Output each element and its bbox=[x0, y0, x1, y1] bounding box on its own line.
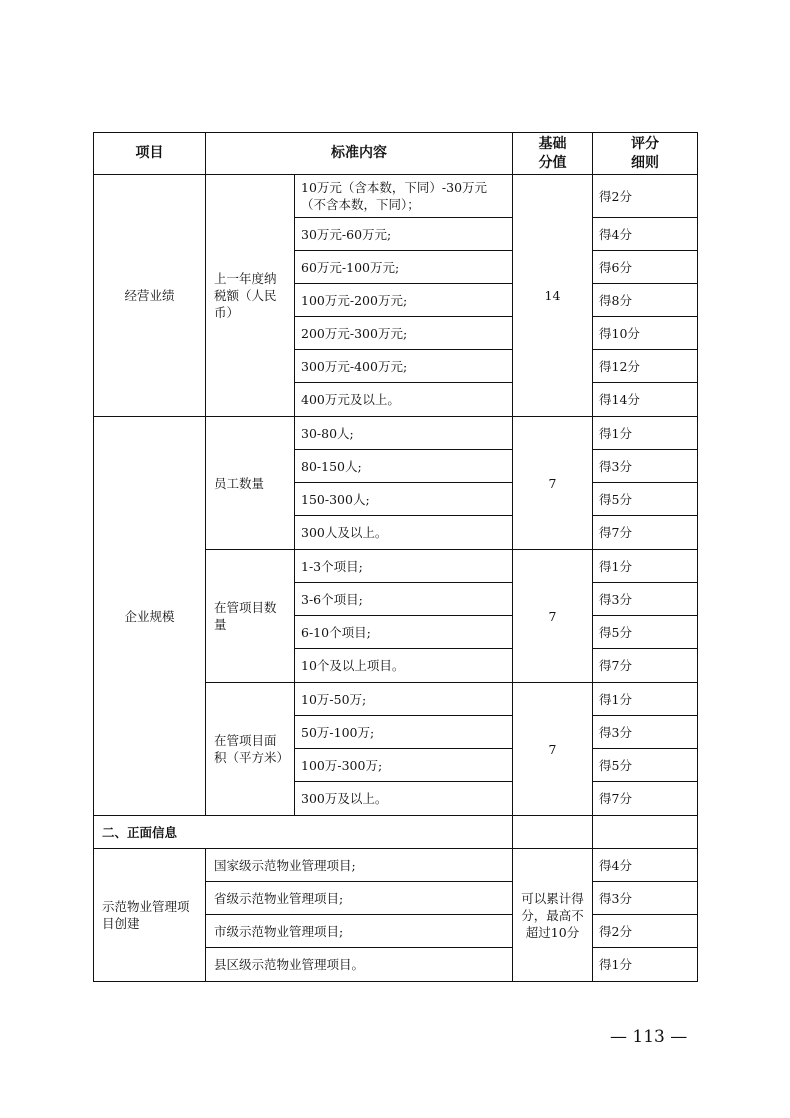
score-cell: 得3分 bbox=[593, 450, 698, 483]
content-cell: 50万-100万; bbox=[295, 716, 513, 749]
header-content: 标准内容 bbox=[206, 133, 513, 175]
base-score: 14 bbox=[513, 175, 593, 417]
empty-cell bbox=[593, 816, 698, 849]
sub-staff: 员工数量 bbox=[206, 417, 295, 550]
content-cell: 30万元-60万元; bbox=[295, 218, 513, 251]
header-base: 基础 分值 bbox=[513, 133, 593, 175]
content-cell: 300万及以上。 bbox=[295, 782, 513, 816]
base-score-cumulative: 可以累计得分，最高不超过10分 bbox=[513, 849, 593, 982]
content-cell: 1-3个项目; bbox=[295, 550, 513, 583]
content-cell: 10个及以上项目。 bbox=[295, 649, 513, 683]
scoring-table bbox=[93, 132, 698, 982]
score-cell: 得4分 bbox=[593, 849, 698, 882]
score-cell: 得10分 bbox=[593, 317, 698, 350]
content-cell: 市级示范物业管理项目; bbox=[206, 915, 513, 948]
score-cell: 得3分 bbox=[593, 583, 698, 616]
header-item: 项目 bbox=[94, 133, 206, 175]
content-cell: 10万元（含本数，下同）-30万元（不含本数，下同）； bbox=[295, 175, 513, 218]
section-title-positive: 二、正面信息 bbox=[94, 816, 513, 849]
sub-tax: 上一年度纳税额（人民币） bbox=[206, 175, 295, 417]
score-cell: 得7分 bbox=[593, 649, 698, 683]
item-demo-project: 示范物业管理项目创建 bbox=[94, 849, 206, 982]
score-cell: 得5分 bbox=[593, 616, 698, 649]
empty-cell bbox=[513, 816, 593, 849]
score-cell: 得4分 bbox=[593, 218, 698, 251]
content-cell: 100万-300万; bbox=[295, 749, 513, 782]
item-jingying: 经营业绩 bbox=[94, 175, 206, 417]
content-cell: 80-150人; bbox=[295, 450, 513, 483]
score-cell: 得2分 bbox=[593, 915, 698, 948]
content-cell: 30-80人; bbox=[295, 417, 513, 450]
header-rule: 评分 细则 bbox=[593, 133, 698, 175]
content-cell: 150-300人; bbox=[295, 483, 513, 516]
score-cell: 得14分 bbox=[593, 383, 698, 417]
score-cell: 得12分 bbox=[593, 350, 698, 383]
content-cell: 60万元-100万元; bbox=[295, 251, 513, 284]
item-guimo: 企业规模 bbox=[94, 417, 206, 816]
content-cell: 10万-50万; bbox=[295, 683, 513, 716]
score-cell: 得1分 bbox=[593, 550, 698, 583]
content-cell: 300万元-400万元; bbox=[295, 350, 513, 383]
score-cell: 得7分 bbox=[593, 782, 698, 816]
sub-project-count: 在管项目数量 bbox=[206, 550, 295, 683]
content-cell: 县区级示范物业管理项目。 bbox=[206, 948, 513, 982]
score-cell: 得3分 bbox=[593, 716, 698, 749]
content-cell: 6-10个项目; bbox=[295, 616, 513, 649]
content-cell: 400万元及以上。 bbox=[295, 383, 513, 417]
score-cell: 得2分 bbox=[593, 175, 698, 218]
base-score: 7 bbox=[513, 550, 593, 683]
score-cell: 得8分 bbox=[593, 284, 698, 317]
base-score: 7 bbox=[513, 417, 593, 550]
content-cell: 200万元-300万元; bbox=[295, 317, 513, 350]
content-cell: 国家级示范物业管理项目; bbox=[206, 849, 513, 882]
score-cell: 得6分 bbox=[593, 251, 698, 284]
score-cell: 得1分 bbox=[593, 683, 698, 716]
score-cell: 得1分 bbox=[593, 948, 698, 982]
content-cell: 300人及以上。 bbox=[295, 516, 513, 550]
score-cell: 得7分 bbox=[593, 516, 698, 550]
score-cell: 得5分 bbox=[593, 483, 698, 516]
score-cell: 得5分 bbox=[593, 749, 698, 782]
base-score: 7 bbox=[513, 683, 593, 816]
score-cell: 得1分 bbox=[593, 417, 698, 450]
score-cell: 得3分 bbox=[593, 882, 698, 915]
sub-project-area: 在管项目面积（平方米） bbox=[206, 683, 295, 816]
content-cell: 3-6个项目; bbox=[295, 583, 513, 616]
content-cell: 100万元-200万元; bbox=[295, 284, 513, 317]
page-number: — 113 — bbox=[610, 1027, 688, 1047]
content-cell: 省级示范物业管理项目; bbox=[206, 882, 513, 915]
